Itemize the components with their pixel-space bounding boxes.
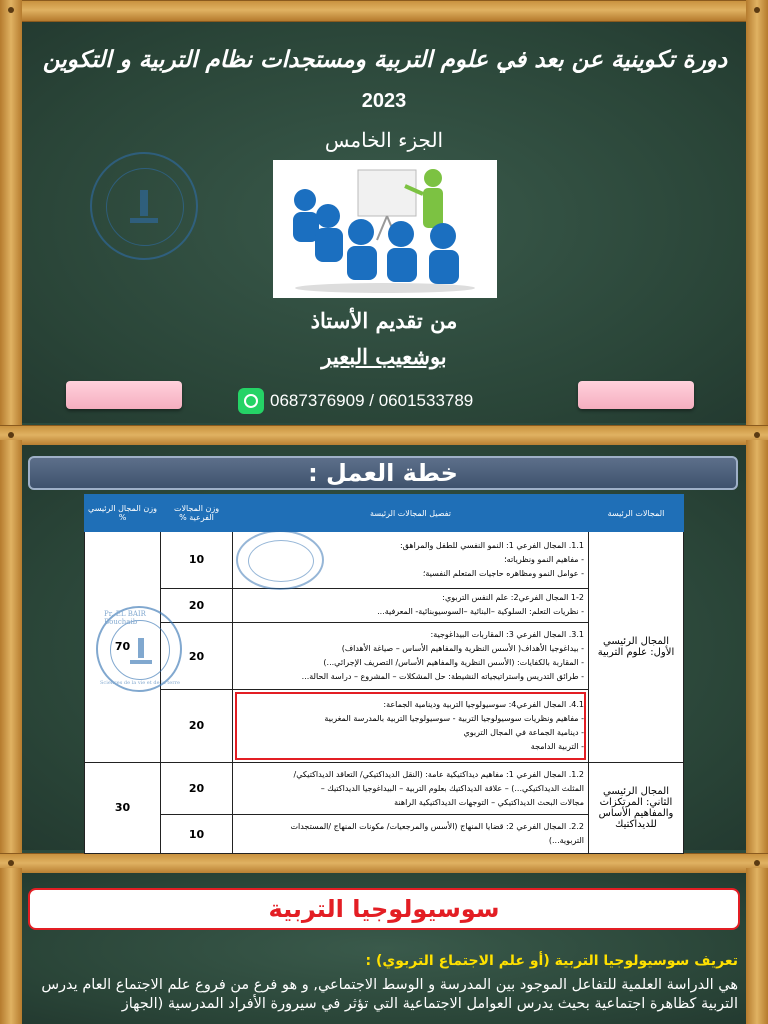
year: 2023 <box>361 90 407 112</box>
row-2-2-details: 2.2. المجال الفرعي 2: قضايا المنهاج (الأسس والمرجعيات/ مكونات المنهاج /المستجدات التربوية...) <box>233 815 589 854</box>
frame-right-3 <box>746 868 768 1024</box>
teacher-stamp-left <box>90 152 198 260</box>
header-details: تفصيل المجالات الرئيسة <box>233 495 589 532</box>
row-1-1-details: 1.1. المجال الفرعي 1: النمو النفسي للطفل والمراهق: - مفاهيم النمو ونظرياته؛ - عوامل النمو ومظاهره حاجيات المتعلم النفسية؛ <box>233 532 589 589</box>
phone-numbers: 0687376909 / 0601533789 <box>270 391 474 410</box>
domain-1-label: المجال الرئيسي الأول: علوم التربية <box>589 532 684 763</box>
chalk-eraser-right <box>578 381 694 409</box>
row-1-3-weight: 20 <box>161 623 233 690</box>
classroom-illustration <box>273 160 497 298</box>
nail <box>8 432 14 438</box>
frame-top <box>0 0 768 22</box>
row-2-1-weight: 20 <box>161 762 233 815</box>
chalk-eraser-left <box>66 381 182 409</box>
row-1-1-weight: 10 <box>161 532 233 589</box>
course-title: دورة تكوينية عن بعد في علوم التربية ومستجدات نظام التربية و التكوين <box>42 46 728 73</box>
frame-left-3 <box>0 868 22 1024</box>
frame-divider-2 <box>0 853 768 875</box>
nail <box>754 432 760 438</box>
row-2-1-details: 1.2. المجال الفرعي 1: مفاهيم ديداكتيكية عامة: (النقل الديداكتيكي/ التعاقد الديداكتيكي/ المثلث الديداكتيكي...) – علاقة الديداكتيك بعلوم التربية – البيداغوجيا الديداكتيك – مجالات البحث الديداكتيكي – التوجهات الديداكتيكية الراهنة <box>233 762 589 815</box>
table-row <box>85 532 684 589</box>
header-sub-weight: وزن المجالات الفرعية % <box>161 495 233 532</box>
definition-text: هي الدراسة العلمية للتفاعل الموجود بين المدرسة و الوسط الاجتماعي, و هو فرع من فروع علم الاجتماع العام يدرس التربية كظاهرة اجتماعية بحيث يدرس العوامل الاجتماعية التي تؤثر في سيرورة الأفراد المدرسية (الجهاز <box>41 977 738 1012</box>
domain-2-weight: 30 <box>85 762 161 853</box>
row-1-2-weight: 20 <box>161 588 233 622</box>
table-row <box>85 762 684 815</box>
domain-2-label: المجال الرئيسي الثاني: المرتكزات والمفاهيم الأساس للديداكتيك <box>589 762 684 853</box>
frame-left-2 <box>0 440 22 880</box>
header-main-weight: وزن المجال الرئيسي % <box>85 495 161 532</box>
frame-right-2 <box>746 440 768 880</box>
whatsapp-icon <box>238 388 264 414</box>
presenter-name: بوشعيب البعير <box>321 344 447 369</box>
stamp-ring-text-bottom: Sciences de la vie et de la terre <box>100 680 180 686</box>
row-1-4-details: 4.1. المجال الفرعي4: سوسيولوجيا التربية ودينامية الجماعة: - مفاهيم ونظريات سوسيولوجيا التربية - سوسيولوجيا التربية بالمدرسة المغربية - دينامية الجماعة في المجال التربوي - التربية الدامجة <box>233 689 589 762</box>
nail <box>8 7 14 13</box>
row-1-3-details: 3.1. المجال الفرعي 3: المقاربات البيداغوجية: - بيداغوجيا الأهداف( الأسس النظرية والمفاهيم الأساس – صياغة الأهداف) - المقاربة بالكفايات: (الأسس النظرية والمفاهيم الأساس/ التصريف الإجرائي...) - طرائق التدريس واستراتيجياته النشيطة: حل المشكلات – المشروع – دراسة الحالة... <box>233 623 589 690</box>
presenter-label: من تقديم الأستاذ <box>310 308 458 333</box>
table-header-row <box>85 495 684 532</box>
header-main-domains: المجالات الرئيسة <box>589 495 684 532</box>
part-label: الجزء الخامس <box>324 128 444 152</box>
sociology-title: سوسيولوجيا التربية <box>28 888 740 930</box>
domain-1-weight: 70 <box>85 532 161 763</box>
nail <box>754 860 760 866</box>
row-1-2-details: 1-2 المجال الفرعي2: علم النفس التربوي: - نظريات التعلم: السلوكية –البنائية –السوسيوبنائية- المعرفية... <box>233 588 589 622</box>
frame-left <box>0 0 22 440</box>
teacher-stamp-table <box>96 606 182 692</box>
official-stamp <box>236 530 324 590</box>
nail <box>754 7 760 13</box>
row-1-4-weight: 20 <box>161 689 233 762</box>
stamp-ring-text: Pr. EL BAIR Bouchaib <box>104 610 146 626</box>
definition-heading: تعريف سوسيولوجيا التربية (أو علم الاجتماع التربوي) : <box>365 953 738 969</box>
frame-right <box>746 0 768 440</box>
nail <box>8 860 14 866</box>
contact-row <box>238 388 473 414</box>
frame-divider-1 <box>0 425 768 447</box>
work-plan-title: خطة العمل : <box>28 456 738 490</box>
row-2-2-weight: 10 <box>161 815 233 854</box>
